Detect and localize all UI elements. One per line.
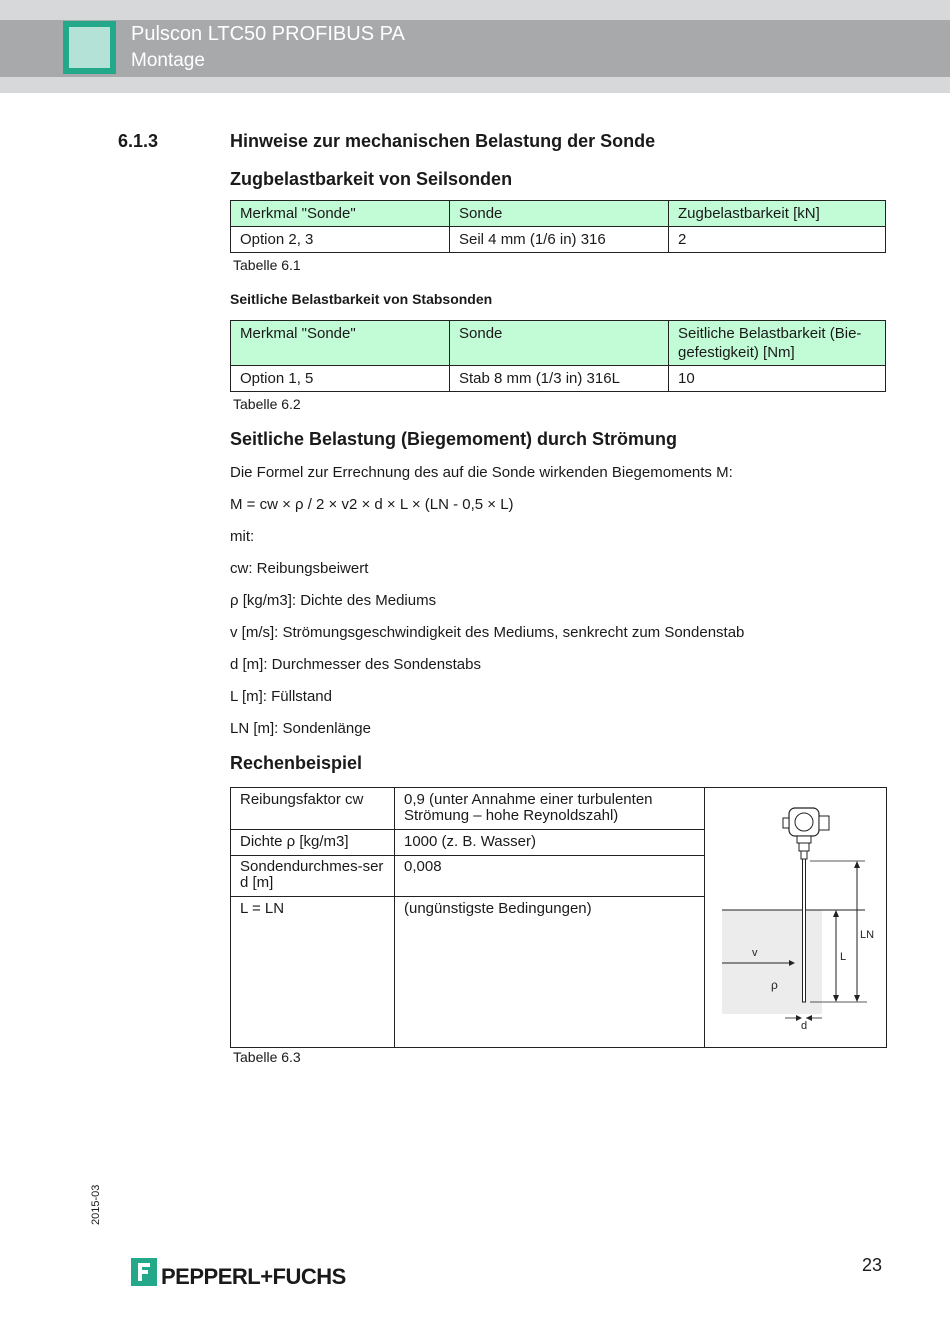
section-number: 6.1.3 — [118, 131, 159, 151]
table-cell: Sondendurchmes-ser d [m] — [240, 858, 384, 891]
table-header-cell: Sonde — [450, 201, 669, 227]
transmitter-housing-icon — [783, 808, 829, 859]
probe-rod — [803, 859, 806, 1002]
table-cell: Option 2, 3 — [231, 227, 450, 253]
table-cell: (ungünstigste Bedingungen) — [404, 900, 592, 917]
label-v: v — [752, 947, 758, 959]
def-d: d [m]: Durchmesser des Sondenstabs — [230, 656, 481, 673]
row-divider — [231, 855, 705, 856]
table-cell: Stab 8 mm (1/3 in) 316L — [450, 366, 669, 392]
header-top-strip — [0, 0, 950, 20]
table-cell: 10 — [669, 366, 886, 392]
zug-heading: Zugbelastbarkeit von Seilsonden — [230, 169, 513, 189]
table-header-row — [231, 321, 886, 366]
table-caption: Tabelle 6.2 — [233, 396, 301, 412]
label-L: L — [840, 951, 847, 963]
table-caption: Tabelle 6.3 — [233, 1049, 301, 1065]
beispiel-table — [230, 787, 887, 1048]
brand-logo-icon — [131, 1258, 157, 1286]
dim-arrowhead — [854, 995, 860, 1002]
def-LN: LN [m]: Sondenlänge — [230, 720, 371, 737]
def-rho: ρ [kg/m3]: Dichte des Mediums — [230, 592, 437, 609]
table-cell: Reibungsfaktor cw — [240, 791, 364, 808]
table-header-cell: Sonde — [450, 321, 669, 366]
page-number: 23 — [862, 1255, 883, 1275]
label-d: d — [801, 1020, 808, 1032]
table-row — [231, 366, 886, 392]
table-cell: Seil 4 mm (1/6 in) 316 — [450, 227, 669, 253]
header-title: Pulscon LTC50 PROFIBUS PA — [131, 23, 405, 45]
dim-arrowhead — [854, 861, 860, 868]
label-LN: LN — [860, 929, 875, 941]
probe-figure — [705, 788, 886, 1047]
table-cell: 1000 (z. B. Wasser) — [404, 833, 536, 850]
header-bottom-strip — [0, 77, 950, 93]
table-header-cell: Seitliche Belastbarkeit (Bie-gefestigkeit) [Nm] — [669, 321, 886, 366]
date-stamp: 2015-03 — [90, 1184, 102, 1225]
header-logo-inner — [69, 27, 110, 68]
table-header-cell: Merkmal "Sonde" — [231, 321, 450, 366]
def-L: L [m]: Füllstand — [230, 688, 332, 705]
def-cw: cw: Reibungsbeiwert — [230, 560, 369, 577]
table-header-cell: Zugbelastbarkeit [kN] — [669, 201, 886, 227]
table-header-cell: Merkmal "Sonde" — [231, 201, 450, 227]
mit-label: mit: — [230, 528, 255, 545]
stab-table — [230, 320, 886, 392]
table-cell: Option 1, 5 — [231, 366, 450, 392]
zug-table — [230, 200, 886, 253]
row-divider — [231, 829, 705, 830]
dim-arrowhead — [833, 995, 839, 1002]
header-logo-square — [63, 21, 116, 74]
brand-name: PEPPERL+FUCHS — [161, 1264, 346, 1289]
table-cell: 2 — [669, 227, 886, 253]
table-header-row — [231, 201, 886, 227]
table-row — [231, 227, 886, 253]
table-cell: Dichte ρ [kg/m3] — [240, 833, 349, 850]
medium-area — [722, 910, 822, 1014]
column-divider — [394, 788, 395, 1047]
table-cell: 0,008 — [404, 858, 442, 875]
def-v: v [m/s]: Strömungsgeschwindigkeit des Mediums, senkrecht zum Sondenstab — [230, 624, 745, 641]
header-subtitle: Montage — [131, 50, 205, 71]
stab-heading: Seitliche Belastbarkeit von Stabsonden — [230, 291, 493, 307]
beispiel-heading: Rechenbeispiel — [230, 753, 363, 773]
table-caption: Tabelle 6.1 — [233, 257, 301, 273]
formula-intro: Die Formel zur Errechnung des auf die Sonde wirkenden Biegemoments M: — [230, 464, 733, 481]
stroemung-heading: Seitliche Belastung (Biegemoment) durch Strömung — [230, 429, 678, 449]
table-cell: L = LN — [240, 900, 285, 917]
section-title: Hinweise zur mechanischen Belastung der Sonde — [230, 131, 656, 151]
table-cell: 0,9 (unter Annahme einer turbulenten Strömung – hohe Reynoldszahl) — [404, 791, 653, 824]
label-rho: ρ — [771, 978, 778, 992]
formula: M = cw × ρ / 2 × v2 × d × L × (LN - 0,5 × L) — [230, 496, 514, 513]
dim-arrowhead — [833, 910, 839, 917]
row-divider — [231, 896, 705, 897]
